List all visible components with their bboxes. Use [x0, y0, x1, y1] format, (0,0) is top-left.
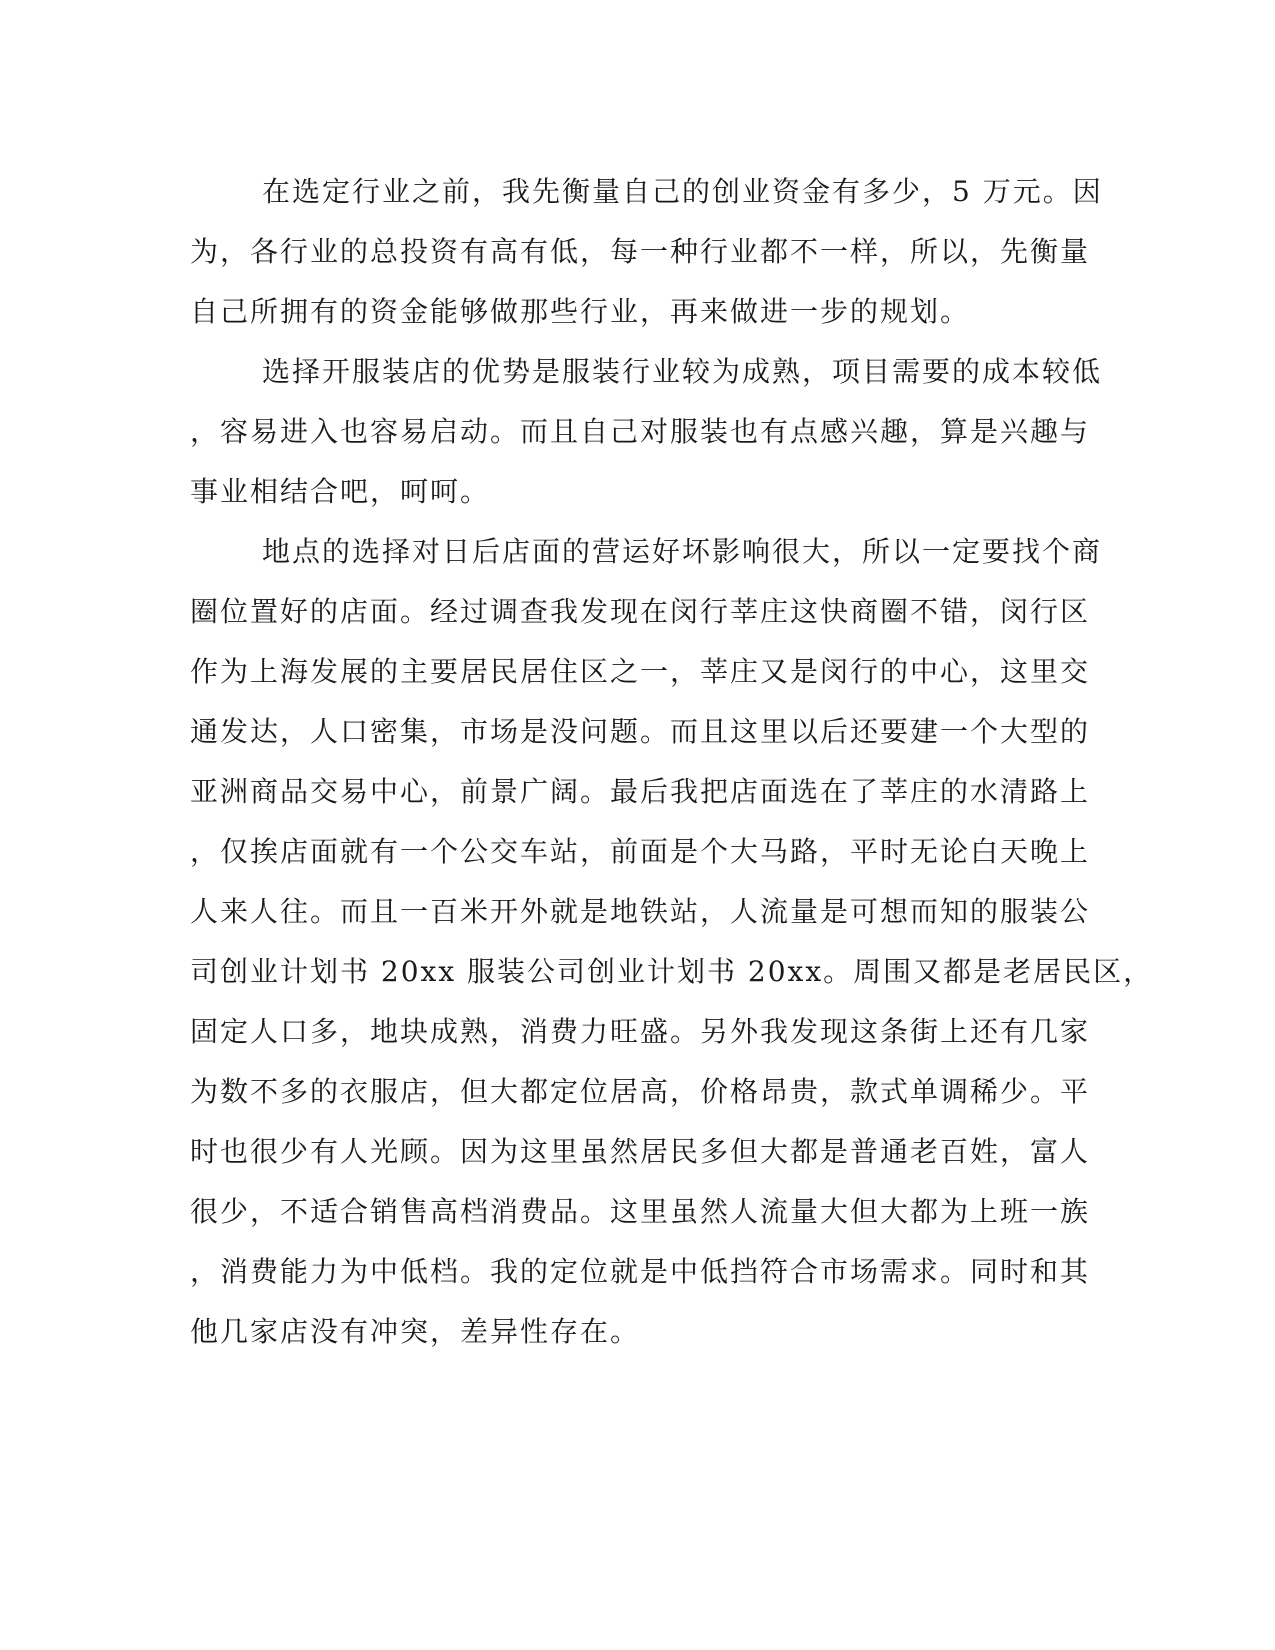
paragraph-line: 固定人口多，地块成熟，消费力旺盛。另外我发现这条街上还有几家 [190, 1015, 1091, 1048]
paragraph-line: 在选定行业之前，我先衡量自己的创业资金有多少，5 万元。因 [262, 175, 1103, 208]
paragraph-line: 通发达，人口密集，市场是没问题。而且这里以后还要建一个大型的 [190, 715, 1091, 748]
paragraph-line: 时也很少有人光顾。因为这里虽然居民多但大都是普通老百姓，富人 [190, 1135, 1091, 1168]
paragraph-line: 圈位置好的店面。经过调查我发现在闵行莘庄这快商圈不错，闵行区 [190, 595, 1091, 628]
paragraph-line: 司创业计划书 20xx 服装公司创业计划书 20xx。周围又都是老居民区， [190, 955, 1154, 988]
paragraph-line: 为，各行业的总投资有高有低，每一种行业都不一样，所以，先衡量 [190, 235, 1091, 268]
paragraph-line: 地点的选择对日后店面的营运好坏影响很大，所以一定要找个商 [262, 535, 1103, 568]
paragraph-line: 亚洲商品交易中心，前景广阔。最后我把店面选在了莘庄的水清路上 [190, 775, 1091, 808]
paragraph-line: 为数不多的衣服店，但大都定位居高，价格昂贵，款式单调稀少。平 [190, 1075, 1091, 1108]
paragraph-funding [190, 162, 1103, 342]
paragraph-line: 自己所拥有的资金能够做那些行业，再来做进一步的规划。 [190, 295, 971, 328]
paragraph-line: 他几家店没有冲突，差异性存在。 [190, 1315, 641, 1348]
paragraph-line: ，仅挨店面就有一个公交车站，前面是个大马路，平时无论白天晚上 [190, 835, 1091, 868]
paragraph-advantages [190, 342, 1103, 522]
paragraph-location [190, 522, 1154, 1362]
paragraph-line: ，容易进入也容易启动。而且自己对服装也有点感兴趣，算是兴趣与 [190, 415, 1091, 448]
paragraph-line: ，消费能力为中低档。我的定位就是中低挡符合市场需求。同时和其 [190, 1255, 1091, 1288]
paragraph-line: 人来人往。而且一百米开外就是地铁站，人流量是可想而知的服装公 [190, 895, 1091, 928]
paragraph-line: 作为上海发展的主要居民居住区之一，莘庄又是闵行的中心，这里交 [190, 655, 1091, 688]
paragraph-line: 选择开服装店的优势是服装行业较为成熟，项目需要的成本较低 [262, 355, 1103, 388]
paragraph-line: 很少，不适合销售高档消费品。这里虽然人流量大但大都为上班一族 [190, 1195, 1091, 1228]
paragraph-line: 事业相结合吧，呵呵。 [190, 475, 491, 508]
document-body [190, 162, 1154, 1362]
